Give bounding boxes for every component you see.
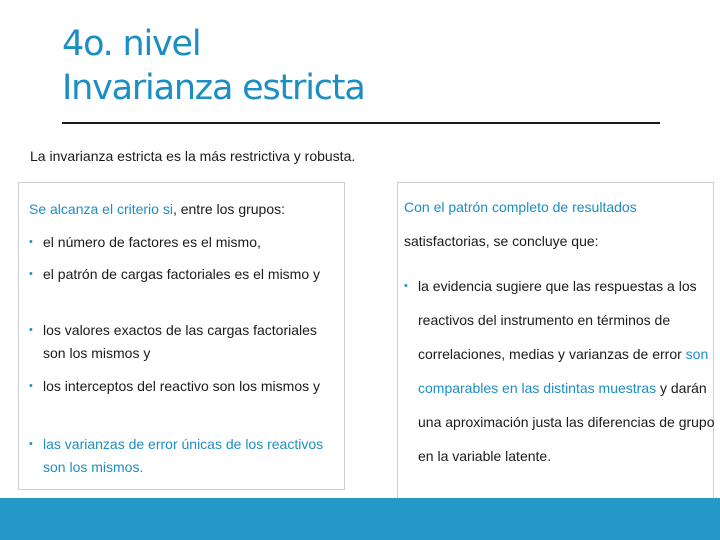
criteria-item-factors: • el número de factores es el mismo, (29, 231, 343, 254)
criteria-item-loadings: • los valores exactos de las cargas factoriales son los mismos y (29, 319, 343, 365)
conclusion-lead-cont: satisfactorias, se concluye que: (404, 233, 599, 249)
conclusion-lead: Con el patrón completo de resultados (404, 199, 637, 215)
criteria-item-intercepts: • los interceptos del reactivo son los mismos y (29, 375, 343, 398)
criteria-item-pattern: • el patrón de cargas factoriales es el mismo y (29, 263, 343, 286)
criteria-box (18, 182, 345, 490)
criteria-lead (29, 201, 285, 217)
title-divider (62, 122, 660, 124)
conclusion-box (397, 182, 714, 510)
conclusion-item (404, 269, 718, 473)
title-line-1: 4o. nivel (62, 24, 201, 64)
criteria-lead-highlight: Se alcanza el criterio si (29, 201, 173, 217)
footer-bar (0, 498, 720, 540)
slide-title (62, 22, 365, 110)
conclusion-text-b: y darán una aproximación justa las diferencias de grupo en la variable latente. (418, 380, 715, 464)
criteria-lead-rest: , entre los grupos: (172, 201, 286, 217)
conclusion-text-highlight: son comparables en las distintas muestras (418, 346, 709, 396)
criteria-item-variances: • las varianzas de error únicas de los reactivos son los mismos. (29, 433, 343, 479)
intro-text: La invarianza estricta es la más restrictiva y robusta. (30, 148, 356, 164)
title-line-2: Invarianza estricta (62, 68, 365, 108)
conclusion-text-a: la evidencia sugiere que las respuestas a los reactivos del instrumento en términos de correlaciones, medias y varianzas de error (418, 278, 697, 362)
